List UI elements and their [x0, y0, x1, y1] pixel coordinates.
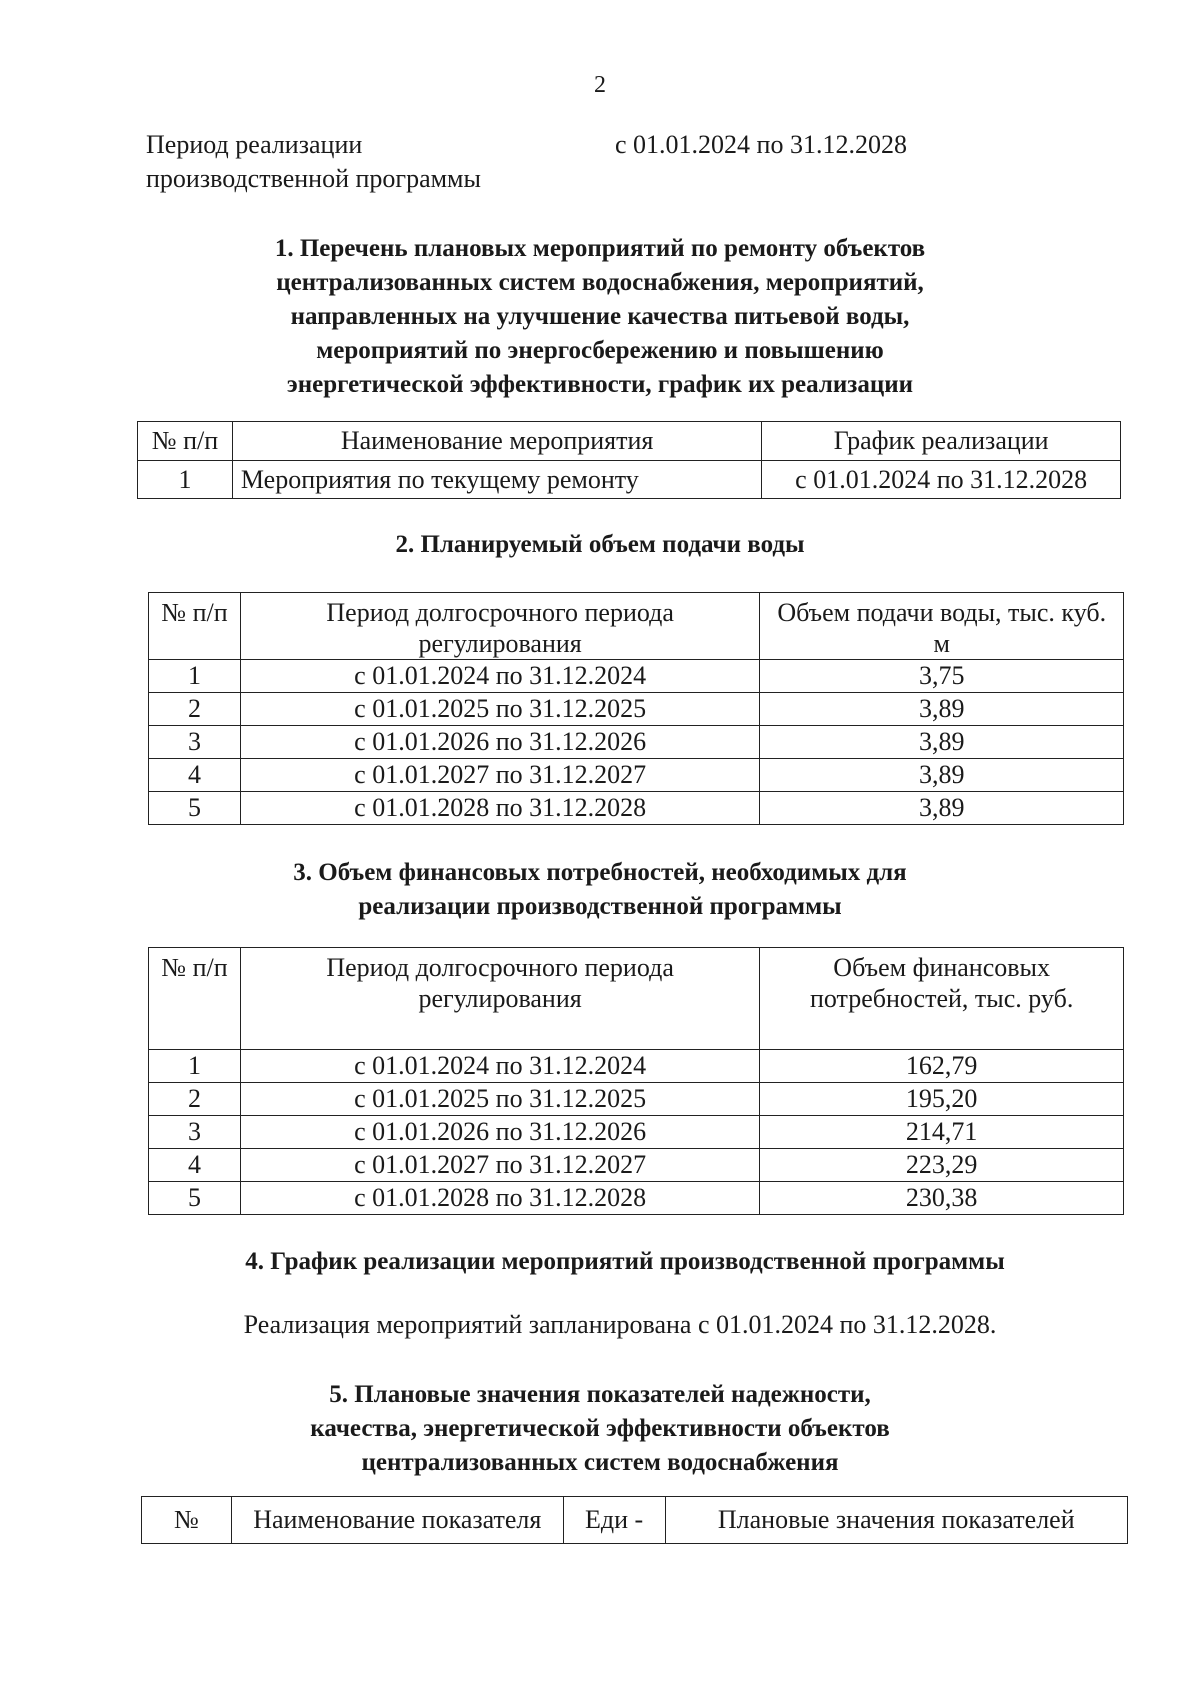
section2-title-line: 2. Планируемый объем подачи воды [395, 531, 805, 558]
amount-cell: 162,79 [760, 1050, 1124, 1083]
section1-title-line: энергетической эффективности, график их реализации [286, 371, 914, 398]
table-header-row [142, 1497, 1128, 1544]
section4-title-line: 4. График реализации мероприятий производственной программы [245, 1248, 1005, 1275]
section1-title-line: направленных на улучшение качества питьевой воды, [290, 303, 910, 330]
header-cell: Наименование показателя [231, 1497, 563, 1544]
schedule: с 01.01.2024 по 31.12.2028 [762, 461, 1121, 499]
table-row [149, 1149, 1124, 1182]
period-cell: с 01.01.2024 по 31.12.2024 [240, 1050, 759, 1083]
volume-cell: 3,89 [760, 726, 1124, 759]
period-cell: с 01.01.2027 по 31.12.2027 [240, 759, 759, 792]
section1-table [137, 421, 1121, 499]
period-cell: с 01.01.2026 по 31.12.2026 [240, 1116, 759, 1149]
table-row [149, 1182, 1124, 1215]
row-number: 3 [149, 726, 241, 759]
row-number: 2 [149, 693, 241, 726]
header-cell: № п/п [138, 422, 233, 461]
period-cell: с 01.01.2028 по 31.12.2028 [240, 1182, 759, 1215]
table-header-row [138, 422, 1121, 461]
period-label-line2: производственной программы [146, 164, 481, 193]
section4-text: Реализация мероприятий запланирована с 01.01.2024 по 31.12.2028. [243, 1310, 997, 1339]
amount-cell: 223,29 [760, 1149, 1124, 1182]
section5-title-line: качества, энергетической эффективности объектов [310, 1415, 890, 1442]
table-row [149, 792, 1124, 825]
table-row [149, 693, 1124, 726]
header-cell: № п/п [149, 593, 241, 660]
volume-cell: 3,89 [760, 792, 1124, 825]
section2-table [148, 592, 1124, 825]
section3-title-line: реализации производственной программы [358, 893, 842, 920]
page-number: 2 [594, 72, 606, 98]
section3-title-line: 3. Объем финансовых потребностей, необходимых для [293, 859, 907, 886]
section5-title [0, 1378, 1200, 1480]
section2-title [0, 528, 1200, 562]
header-cell: № п/п [149, 948, 241, 1050]
row-number: 2 [149, 1083, 241, 1116]
table-row [149, 660, 1124, 693]
volume-cell: 3,89 [760, 759, 1124, 792]
row-number: 5 [149, 1182, 241, 1215]
row-number: 1 [138, 461, 233, 499]
table-row [138, 461, 1121, 499]
header-cell: График реализации [762, 422, 1121, 461]
period-cell: с 01.01.2028 по 31.12.2028 [240, 792, 759, 825]
row-number: 1 [149, 660, 241, 693]
section3-title [0, 856, 1200, 924]
table-row [149, 1083, 1124, 1116]
table-header-row [149, 948, 1124, 1050]
period-cell: с 01.01.2024 по 31.12.2024 [240, 660, 759, 693]
section3-table [148, 947, 1124, 1215]
header-cell: № [142, 1497, 232, 1544]
amount-cell: 195,20 [760, 1083, 1124, 1116]
table-row [149, 1050, 1124, 1083]
period-cell: с 01.01.2027 по 31.12.2027 [240, 1149, 759, 1182]
section1-title-line: 1. Перечень плановых мероприятий по ремонту объектов [274, 235, 926, 262]
period-value: с 01.01.2024 по 31.12.2028 [615, 130, 907, 159]
row-number: 4 [149, 759, 241, 792]
header-cell: Еди - [563, 1497, 665, 1544]
section1-title [0, 232, 1200, 402]
section5-table [141, 1496, 1128, 1544]
row-number: 3 [149, 1116, 241, 1149]
period-cell: с 01.01.2025 по 31.12.2025 [240, 1083, 759, 1116]
period-label [146, 128, 566, 196]
row-number: 1 [149, 1050, 241, 1083]
table-row [149, 726, 1124, 759]
period-cell: с 01.01.2026 по 31.12.2026 [240, 726, 759, 759]
section5-title-line: 5. Плановые значения показателей надежности, [329, 1381, 871, 1408]
table-row [149, 1116, 1124, 1149]
section1-title-line: мероприятий по энергосбережению и повышению [316, 337, 884, 364]
header-cell: Объем финансовых потребностей, тыс. руб. [760, 948, 1124, 1050]
amount-cell: 214,71 [760, 1116, 1124, 1149]
period-cell: с 01.01.2025 по 31.12.2025 [240, 693, 759, 726]
volume-cell: 3,75 [760, 660, 1124, 693]
section1-title-line: централизованных систем водоснабжения, мероприятий, [276, 269, 924, 296]
period-label-line1: Период реализации [146, 130, 363, 159]
section4-title [0, 1245, 1200, 1279]
header-cell: Объем подачи воды, тыс. куб. м [760, 593, 1124, 660]
activity-name: Мероприятия по текущему ремонту [232, 461, 761, 499]
header-cell: Период долгосрочного периода регулирования [240, 593, 759, 660]
table-header-row [149, 593, 1124, 660]
table-row [149, 759, 1124, 792]
header-cell: Плановые значения показателей [665, 1497, 1127, 1544]
header-cell: Наименование мероприятия [232, 422, 761, 461]
row-number: 5 [149, 792, 241, 825]
amount-cell: 230,38 [760, 1182, 1124, 1215]
row-number: 4 [149, 1149, 241, 1182]
volume-cell: 3,89 [760, 693, 1124, 726]
section5-title-line: централизованных систем водоснабжения [361, 1449, 839, 1476]
header-cell: Период долгосрочного периода регулирования [240, 948, 759, 1050]
